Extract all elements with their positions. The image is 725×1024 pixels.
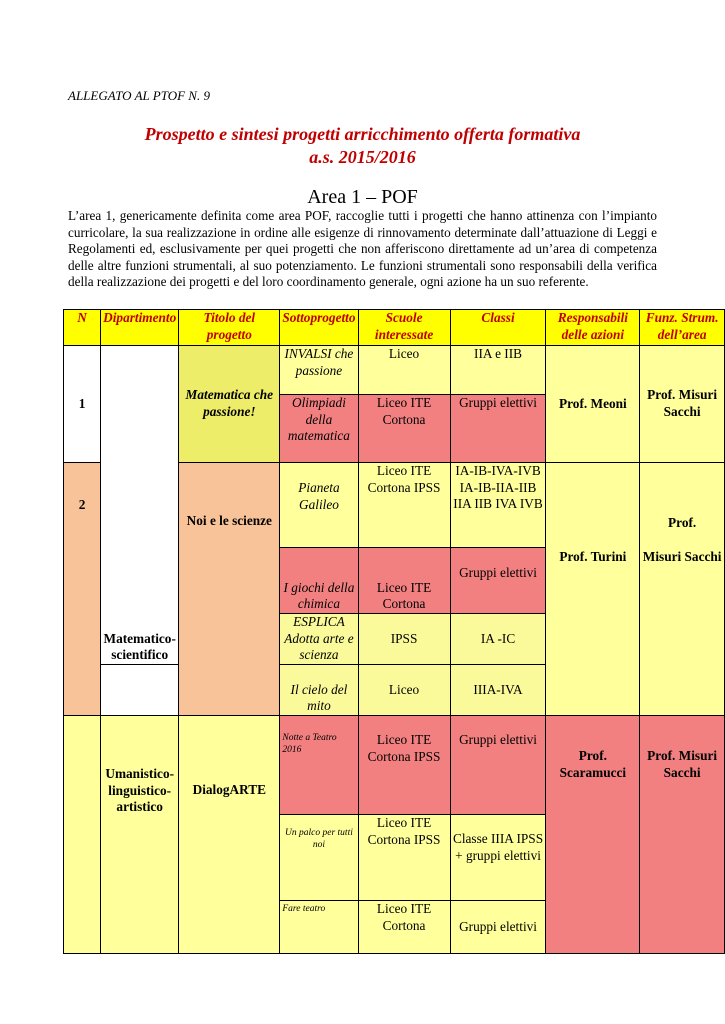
responsible: Prof. Scaramucci <box>546 716 640 954</box>
subproject: Un palco per tutti noi <box>280 815 358 901</box>
classes: Gruppi elettivi <box>450 901 546 954</box>
header-dipartimento: Dipartimento <box>101 310 179 346</box>
classes: IA -IC <box>450 614 546 665</box>
projects-table <box>63 309 725 954</box>
header-titolo: Titolo del progetto <box>179 310 280 346</box>
responsible: Prof. Meoni <box>546 346 640 463</box>
classes: Gruppi elettivi <box>450 716 546 815</box>
schools: Liceo ITE Cortona IPSS <box>358 815 450 901</box>
subproject: Il cielo del mito <box>280 665 358 716</box>
table-row <box>64 346 725 395</box>
project-title: DialogARTE <box>179 716 280 954</box>
spacer <box>642 532 722 549</box>
area-title: Area 1 – POF <box>307 186 418 208</box>
funz-label: Prof. <box>668 515 697 530</box>
department-cell: Matematico-scientifico <box>101 346 179 665</box>
classes: IIA e IIB <box>450 346 546 395</box>
subproject: ESPLICA Adotta arte e scienza <box>280 614 358 665</box>
schools: Liceo ITE Cortona IPSS <box>358 716 450 815</box>
subproject: INVALSI che passione <box>280 346 358 395</box>
table-row <box>64 716 725 815</box>
schools: Liceo ITE Cortona <box>358 548 450 614</box>
classes: IIIA-IVA <box>450 665 546 716</box>
header-classi: Classi <box>450 310 546 346</box>
project-title: Noi e le scienze <box>179 463 280 716</box>
subproject: Notte a Teatro 2016 <box>280 716 358 815</box>
allegato-label: ALLEGATO AL PTOF N. 9 <box>68 88 210 103</box>
row-number-empty <box>64 716 101 954</box>
schools: Liceo <box>358 346 450 395</box>
funz-strum <box>640 463 725 716</box>
schools: Liceo ITE Cortona IPSS <box>358 463 450 548</box>
row-number: 2 <box>64 463 101 716</box>
subproject: Pianeta Galileo <box>280 463 358 548</box>
subproject: I giochi della chimica <box>280 548 358 614</box>
classes: Gruppi elettivi <box>450 548 546 614</box>
table-header-row <box>64 310 725 346</box>
subproject: Olimpiadi della matematica <box>280 395 358 463</box>
header-n: N <box>64 310 101 346</box>
schools: Liceo ITE Cortona <box>358 395 450 463</box>
header-scuole: Scuole interessate <box>358 310 450 346</box>
project-title: Matematica che passione! <box>179 346 280 463</box>
department-cell: Umanistico-linguistico-artistico <box>101 716 179 954</box>
responsible: Prof. Turini <box>546 463 640 716</box>
classes: Gruppi elettivi <box>450 395 546 463</box>
intro-paragraph: L’area 1, genericamente definita come area POF, raccoglie tutti i progetti che hanno attinenza con l’impianto curricolare, la sua realizzazione in ordine alle esigenze di rinnovamento determinate dall’attuazione di Leggi e Regolamenti ed, esclusivamente per quei progetti che non afferiscono direttamente ad un’area di competenza delle altre funzioni strumentali, al suo potenziamento. Le funzioni strumentali sono responsabili della verifica della realizzazione dei progetti e del loro coordinamento generale, ogni azione ha un suo referente. <box>68 208 657 289</box>
classes: Classe IIIA IPSS + gruppi elettivi <box>450 815 546 901</box>
row-number-empty <box>101 665 179 716</box>
schools: Liceo ITE Cortona <box>358 901 450 954</box>
header-sottoprogetto: Sottoprogetto <box>280 310 358 346</box>
header-funz: Funz. Strum. dell’area <box>640 310 725 346</box>
classes: IA-IB-IVA-IVB IA-IB-IIA-IIB IIA IIB IVA IVB <box>450 463 546 548</box>
school-year: a.s. 2015/2016 <box>309 147 416 167</box>
funz-name: Misuri Sacchi <box>642 548 722 564</box>
schools: IPSS <box>358 614 450 665</box>
row-number: 1 <box>64 346 101 463</box>
document-title: Prospetto e sintesi progetti arricchimento offerta formativa <box>144 124 581 144</box>
header-responsabili: Responsabili delle azioni <box>546 310 640 346</box>
schools: Liceo <box>358 665 450 716</box>
subproject: Fare teatro <box>280 901 358 954</box>
funz-strum: Prof. Misuri Sacchi <box>640 346 725 463</box>
funz-strum: Prof. Misuri Sacchi <box>640 716 725 954</box>
